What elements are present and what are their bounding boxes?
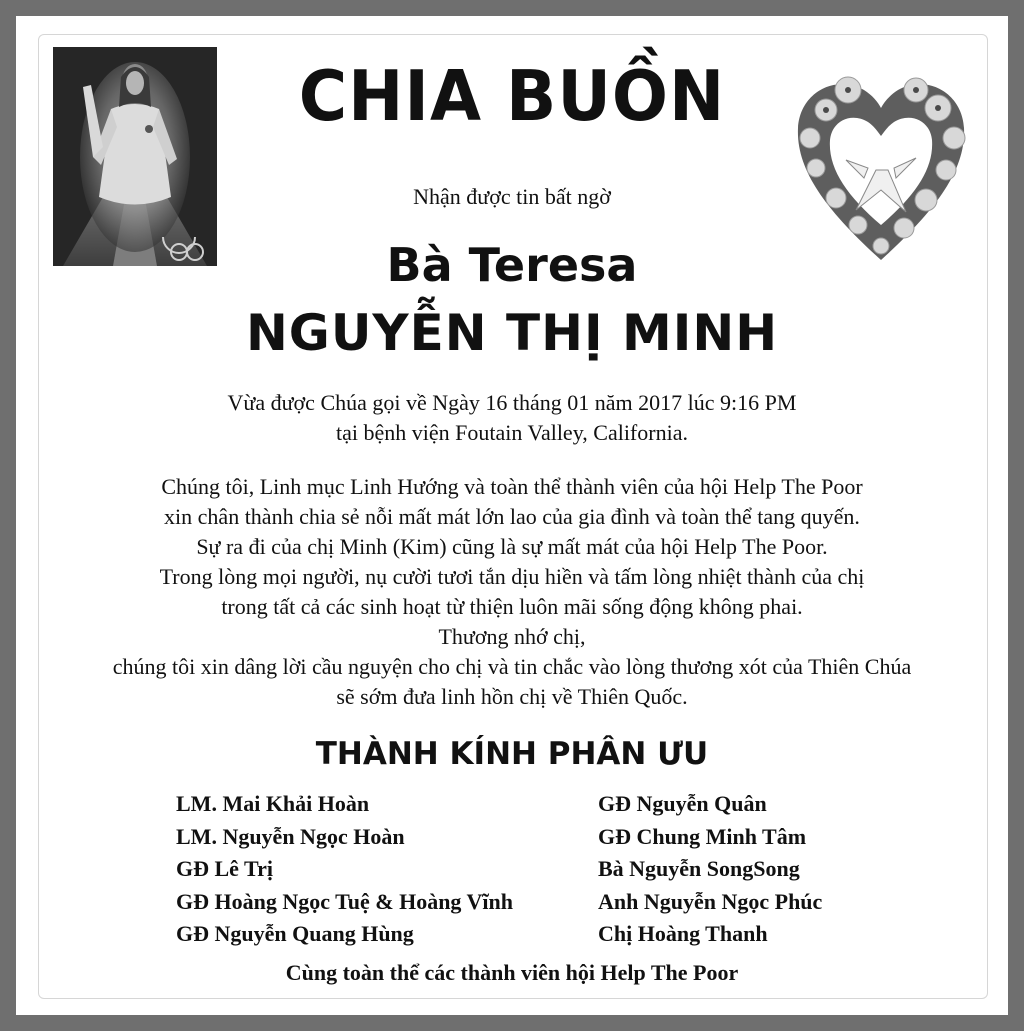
message-line: trong tất cả các sinh hoạt từ thiện luôn mãi sống động không phai. bbox=[221, 594, 803, 619]
signatory: GĐ Lê Trị bbox=[176, 856, 273, 881]
message-line: Trong lòng mọi người, nụ cười tươi tắn dịu hiền và tấm lòng nhiệt thành của chị bbox=[159, 564, 865, 589]
signatory: Chị Hoàng Thanh bbox=[598, 921, 768, 946]
page-title: CHIA BUỒN bbox=[298, 56, 726, 137]
signatory: Anh Nguyễn Ngọc Phúc bbox=[598, 888, 823, 914]
signatories-left bbox=[176, 788, 513, 951]
message-line: Sự ra đi của chị Minh (Kim) cũng là sự mất mát của hội Help The Poor. bbox=[196, 534, 828, 559]
deceased-name-line1: Bà Teresa bbox=[386, 238, 638, 292]
signatory: GĐ Chung Minh Tâm bbox=[598, 823, 807, 849]
signatory: LM. Mai Khải Hoàn bbox=[176, 791, 370, 816]
signatories-right bbox=[598, 788, 822, 951]
message-line: chúng tôi xin dâng lời cầu nguyện cho chị và tin chắc vào lòng thương xót của Thiên Chúa bbox=[112, 654, 912, 679]
signatory: GĐ Nguyễn Quang Hùng bbox=[176, 921, 414, 946]
death-notice-line: tại bệnh viện Foutain Valley, California. bbox=[336, 420, 688, 445]
divine-mercy-jesus-image bbox=[53, 47, 217, 266]
message-line: sẽ sớm đưa linh hồn chị về Thiên Quốc. bbox=[336, 684, 688, 709]
condolence-heading: THÀNH KÍNH PHÂN ƯU bbox=[315, 736, 709, 772]
signatory: GĐ Nguyễn Quân bbox=[598, 791, 767, 816]
deceased-name-line2: NGUYỄN THỊ MINH bbox=[245, 304, 779, 362]
death-notice-line: Vừa được Chúa gọi về Ngày 16 tháng 01 năm 2017 lúc 9:16 PM bbox=[227, 390, 797, 415]
signatory: LM. Nguyễn Ngọc Hoàn bbox=[176, 823, 405, 849]
intro-text: Nhận được tin bất ngờ bbox=[413, 184, 611, 209]
signatory: GĐ Hoàng Ngọc Tuệ & Hoàng Vĩnh bbox=[176, 888, 514, 914]
obituary-card bbox=[16, 16, 1008, 1015]
message-line: xin chân thành chia sẻ nỗi mất mát lớn lao của gia đình và toàn thể tang quyến. bbox=[164, 504, 860, 529]
death-notice bbox=[16, 388, 1008, 448]
footer-text: Cùng toàn thể các thành viên hội Help The Poor bbox=[285, 960, 739, 985]
condolence-message bbox=[16, 472, 1008, 712]
signatory: Bà Nguyễn SongSong bbox=[598, 856, 800, 881]
message-line: Chúng tôi, Linh mục Linh Hướng và toàn thể thành viên của hội Help The Poor bbox=[161, 474, 863, 499]
message-line: Thương nhớ chị, bbox=[438, 624, 586, 649]
